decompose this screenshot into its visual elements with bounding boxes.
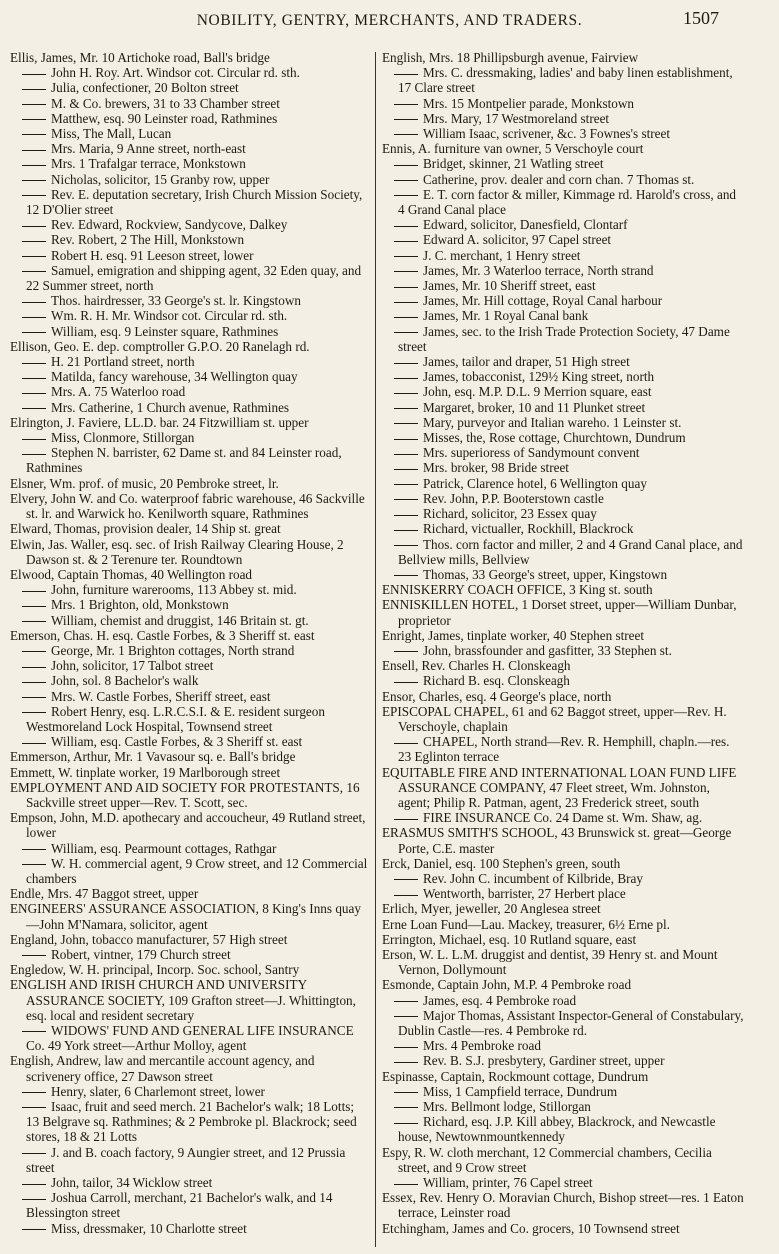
- directory-sub-entry: Samuel, emigration and shipping agent, 32 Eden quay, and 22 Summer street, north: [10, 263, 370, 293]
- directory-sub-entry: John, brassfounder and gasfitter, 33 Stephen st.: [382, 643, 744, 658]
- directory-sub-entry: Thomas, 33 George's street, upper, Kingstown: [382, 567, 744, 582]
- directory-sub-entry: Edward A. solicitor, 97 Capel street: [382, 232, 744, 247]
- directory-sub-entry: Mrs. A. 75 Waterloo road: [10, 384, 370, 399]
- directory-sub-entry: Stephen N. barrister, 62 Dame st. and 84 Leinster road, Rathmines: [10, 445, 370, 475]
- directory-sub-entry: Mrs. superioress of Sandymount convent: [382, 445, 744, 460]
- directory-sub-entry: J. and B. coach factory, 9 Aungier street, and 12 Prussia street: [10, 1145, 370, 1175]
- directory-entry: Elwood, Captain Thomas, 40 Wellington road: [10, 566, 253, 582]
- column-divider: [375, 52, 376, 1247]
- directory-sub-entry: Rev. B. S.J. presbytery, Gardiner street, upper: [382, 1053, 744, 1068]
- directory-sub-entry: J. C. merchant, 1 Henry street: [382, 248, 744, 263]
- directory-entry: EPISCOPAL CHAPEL, 61 and 62 Baggot street, upper—Rev. H. Verschoyle, chaplain: [382, 703, 727, 734]
- directory-sub-entry: James, tobacconist, 129½ King street, north: [382, 369, 744, 384]
- directory-entry: Emerson, Chas. H. esq. Castle Forbes, & 3 Sheriff st. east: [10, 627, 315, 643]
- directory-sub-entry: James, sec. to the Irish Trade Protection Society, 47 Dame street: [382, 324, 744, 354]
- directory-sub-entry: Misses, the, Rose cottage, Churchtown, Dundrum: [382, 430, 744, 445]
- directory-sub-entry: H. 21 Portland street, north: [10, 354, 370, 369]
- directory-sub-entry: Mrs. Mary, 17 Westmoreland street: [382, 111, 744, 126]
- directory-sub-entry: Edward, solicitor, Danesfield, Clontarf: [382, 217, 744, 232]
- directory-sub-entry: George, Mr. 1 Brighton cottages, North strand: [10, 643, 370, 658]
- directory-sub-entry: Wm. R. H. Mr. Windsor cot. Circular rd. sth.: [10, 308, 370, 323]
- directory-sub-entry: James, Mr. Hill cottage, Royal Canal harbour: [382, 293, 744, 308]
- directory-sub-entry: Miss, dressmaker, 10 Charlotte street: [10, 1221, 370, 1236]
- directory-entry: Engledow, W. H. principal, Incorp. Soc. school, Santry: [10, 962, 300, 978]
- directory-sub-entry: William Isaac, scrivener, &c. 3 Fownes's street: [382, 126, 744, 141]
- directory-sub-entry: Rev. Robert, 2 The Hill, Monkstown: [10, 232, 370, 247]
- directory-sub-entry: Richard, esq. J.P. Kill abbey, Blackrock, and Newcastle house, Newtownmountkennedy: [382, 1114, 744, 1144]
- directory-entry: Ellis, James, Mr. 10 Artichoke road, Ball's bridge: [10, 50, 270, 65]
- directory-sub-entry: Wentworth, barrister, 27 Herbert place: [382, 886, 744, 901]
- directory-sub-entry: Mrs. Maria, 9 Anne street, north-east: [10, 141, 370, 156]
- directory-entry: EQUITABLE FIRE AND INTERNATIONAL LOAN FUND LIFE ASSURANCE COMPANY, 47 Fleet street, Wm. Johnston, agent; Philip R. Patman, agent, 23 Frederick street, south: [382, 764, 737, 810]
- directory-sub-entry: Mrs. 1 Brighton, old, Monkstown: [10, 597, 370, 612]
- directory-sub-entry: Margaret, broker, 10 and 11 Plunket street: [382, 400, 744, 415]
- directory-sub-entry: Richard, victualler, Rockhill, Blackrock: [382, 521, 744, 536]
- directory-sub-entry: Mrs. Catherine, 1 Church avenue, Rathmines: [10, 400, 370, 415]
- directory-entry: Elwin, Jas. Waller, esq. sec. of Irish Railway Clearing House, 2 Dawson st. & 2 Terenure ter. Roundtown: [10, 536, 344, 567]
- directory-sub-entry: James, esq. 4 Pembroke road: [382, 993, 744, 1008]
- directory-sub-entry: James, Mr. 10 Sheriff street, east: [382, 278, 744, 293]
- directory-sub-entry: William, printer, 76 Capel street: [382, 1175, 744, 1190]
- directory-sub-entry: Patrick, Clarence hotel, 6 Wellington quay: [382, 476, 744, 491]
- directory-entry: EMPLOYMENT AND AID SOCIETY FOR PROTESTANTS, 16 Sackville street upper—Rev. T. Scott, sec.: [10, 779, 360, 810]
- directory-entry: Erson, W. L. L.M. druggist and dentist, 39 Henry st. and Mount Vernon, Dollymount: [382, 946, 718, 978]
- directory-sub-entry: James, Mr. 1 Royal Canal bank: [382, 308, 744, 323]
- directory-sub-entry: Richard B. esq. Clonskeagh: [382, 673, 744, 688]
- directory-sub-entry: Miss, 1 Campfield terrace, Dundrum: [382, 1084, 744, 1099]
- directory-sub-entry: James, Mr. 3 Waterloo terrace, North strand: [382, 263, 744, 278]
- directory-sub-entry: M. & Co. brewers, 31 to 33 Chamber street: [10, 96, 370, 111]
- directory-sub-entry: John, furniture warerooms, 113 Abbey st. mid.: [10, 582, 370, 597]
- directory-sub-entry: Mrs. W. Castle Forbes, Sheriff street, east: [10, 689, 370, 704]
- directory-entry: Espinasse, Captain, Rockmount cottage, Dundrum: [382, 1068, 649, 1084]
- directory-sub-entry: Rev. John, P.P. Booterstown castle: [382, 491, 744, 506]
- directory-sub-entry: Robert Henry, esq. L.R.C.S.I. & E. resident surgeon Westmoreland Lock Hospital, Townsend street: [10, 704, 370, 734]
- directory-sub-entry: Richard, solicitor, 23 Essex quay: [382, 506, 744, 521]
- directory-sub-entry: Mrs. 1 Trafalgar terrace, Monkstown: [10, 156, 370, 171]
- directory-entry: ERASMUS SMITH'S SCHOOL, 43 Brunswick st. great—George Porte, C.E. master: [382, 825, 732, 856]
- directory-sub-entry: John H. Roy. Art. Windsor cot. Circular rd. sth.: [10, 65, 370, 80]
- directory-sub-entry: Henry, slater, 6 Charlemont street, lower: [10, 1084, 370, 1099]
- directory-sub-entry: Nicholas, solicitor, 15 Granby row, upper: [10, 172, 370, 187]
- directory-entry: Essex, Rev. Henry O. Moravian Church, Bishop street—res. 1 Eaton terrace, Leinster road: [382, 1190, 744, 1221]
- directory-entry: ENNISKERRY COACH OFFICE, 3 King st. south: [382, 582, 653, 598]
- directory-sub-entry: Major Thomas, Assistant Inspector-General of Constabulary, Dublin Castle—res. 4 Pembroke rd.: [382, 1008, 744, 1038]
- directory-sub-entry: E. T. corn factor & miller, Kimmage rd. Harold's cross, and 4 Grand Canal place: [382, 187, 744, 217]
- directory-entry: Elward, Thomas, provision dealer, 14 Ship st. great: [10, 521, 281, 537]
- directory-entry: ENGINEERS' ASSURANCE ASSOCIATION, 8 King's Inns quay—John M'Namara, solicitor, agent: [10, 901, 361, 932]
- page-number: 1507: [683, 8, 719, 28]
- directory-sub-entry: Rev. E. deputation secretary, Irish Church Mission Society, 12 D'Olier street: [10, 187, 370, 217]
- directory-sub-entry: Miss, The Mall, Lucan: [10, 126, 370, 141]
- directory-sub-entry: Miss, Clonmore, Stillorgan: [10, 430, 370, 445]
- directory-sub-entry: William, esq. 9 Leinster square, Rathmines: [10, 324, 370, 339]
- directory-sub-entry: Thos. hairdresser, 33 George's st. lr. Kingstown: [10, 293, 370, 308]
- directory-entry: Elrington, J. Faviere, LL.D. bar. 24 Fitzwilliam st. upper: [10, 414, 309, 430]
- directory-sub-entry: John, esq. M.P. D.L. 9 Merrion square, east: [382, 384, 744, 399]
- directory-sub-entry: Catherine, prov. dealer and corn chan. 7 Thomas st.: [382, 172, 744, 187]
- directory-sub-entry: Mary, purveyor and Italian wareho. 1 Leinster st.: [382, 415, 744, 430]
- directory-sub-entry: Mrs. Bellmont lodge, Stillorgan: [382, 1099, 744, 1114]
- directory-sub-entry: Rev. John C. incumbent of Kilbride, Bray: [382, 871, 744, 886]
- directory-entry: ENNISKILLEN HOTEL, 1 Dorset street, upper—William Dunbar, proprietor: [382, 597, 737, 628]
- directory-sub-entry: Robert H. esq. 91 Leeson street, lower: [10, 248, 370, 263]
- left-column: [10, 50, 370, 1236]
- directory-entry: Enright, James, tinplate worker, 40 Stephen street: [382, 627, 645, 643]
- directory-entry: Ensell, Rev. Charles H. Clonskeagh: [382, 658, 571, 674]
- directory-sub-entry: Mrs. C. dressmaking, ladies' and baby linen establishment, 17 Clare street: [382, 65, 744, 95]
- directory-entry: Ennis, A. furniture van owner, 5 Verschoyle court: [382, 141, 644, 157]
- directory-sub-entry: Joshua Carroll, merchant, 21 Bachelor's walk, and 14 Blessington street: [10, 1190, 370, 1220]
- directory-entry: Emmerson, Arthur, Mr. 1 Vavasour sq. e. Ball's bridge: [10, 749, 296, 765]
- directory-entry: English, Andrew, law and mercantile account agency, and scrivenery office, 27 Dawson street: [10, 1053, 315, 1084]
- directory-sub-entry: CHAPEL, North strand—Rev. R. Hemphill, chapln.—res. 23 Eglinton terrace: [382, 734, 744, 764]
- directory-sub-entry: James, tailor and draper, 51 High street: [382, 354, 744, 369]
- directory-sub-entry: John, sol. 8 Bachelor's walk: [10, 673, 370, 688]
- directory-entry: Esmonde, Captain John, M.P. 4 Pembroke road: [382, 977, 632, 993]
- directory-sub-entry: W. H. commercial agent, 9 Crow street, and 12 Commercial chambers: [10, 856, 370, 886]
- directory-sub-entry: Mrs. 15 Montpelier parade, Monkstown: [382, 96, 744, 111]
- directory-entry: Elvery, John W. and Co. waterproof fabric warehouse, 46 Sackville st. lr. and Warwick ho. Kenilworth square, Rathmines: [10, 490, 365, 522]
- directory-entry: Erlich, Myer, jeweller, 20 Anglesea street: [382, 901, 601, 917]
- running-head: NOBILITY, GENTRY, MERCHANTS, AND TRADERS.: [196, 12, 583, 29]
- directory-entry: Etchingham, James and Co. grocers, 10 Townsend street: [382, 1220, 680, 1236]
- directory-sub-entry: John, tailor, 34 Wicklow street: [10, 1175, 370, 1190]
- directory-sub-entry: Thos. corn factor and miller, 2 and 4 Grand Canal place, and Bellview mills, Bellview: [382, 537, 744, 567]
- directory-sub-entry: Matilda, fancy warehouse, 34 Wellington quay: [10, 369, 370, 384]
- directory-entry: ENGLISH AND IRISH CHURCH AND UNIVERSITY ASSURANCE SOCIETY, 109 Grafton street—J. Whittington, esq. local and resident secretary: [10, 977, 356, 1023]
- directory-entry: English, Mrs. 18 Phillipsburgh avenue, Fairview: [382, 50, 639, 65]
- directory-entry: Erck, Daniel, esq. 100 Stephen's green, south: [382, 855, 621, 871]
- directory-entry: Espy, R. W. cloth merchant, 12 Commercial chambers, Cecilia street, and 9 Crow street: [382, 1144, 712, 1175]
- directory-sub-entry: Julia, confectioner, 20 Bolton street: [10, 80, 370, 95]
- directory-entry: England, John, tobacco manufacturer, 57 High street: [10, 931, 288, 947]
- directory-entry: Erne Loan Fund—Lau. Mackey, treasurer, 6½ Erne pl.: [382, 916, 670, 932]
- page-header: [0, 8, 779, 38]
- directory-entry: Ensor, Charles, esq. 4 George's place, north: [382, 688, 612, 704]
- directory-sub-entry: Isaac, fruit and seed merch. 21 Bachelor's walk; 18 Lotts; 13 Belgrave sq. Rathmines; & 2 Pembroke pl. Blackrock; seed stores, 18 & 21 Lotts: [10, 1099, 370, 1145]
- directory-sub-entry: John, solicitor, 17 Talbot street: [10, 658, 370, 673]
- directory-sub-entry: WIDOWS' FUND AND GENERAL LIFE INSURANCE Co. 49 York street—Arthur Molloy, agent: [10, 1023, 370, 1053]
- directory-entry: Empson, John, M.D. apothecary and accoucheur, 49 Rutland street, lower: [10, 810, 366, 841]
- directory-sub-entry: William, chemist and druggist, 146 Britain st. gt.: [10, 613, 370, 628]
- directory-sub-entry: William, esq. Pearmount cottages, Rathgar: [10, 841, 370, 856]
- directory-sub-entry: Mrs. 4 Pembroke road: [382, 1038, 744, 1053]
- directory-sub-entry: Robert, vintner, 179 Church street: [10, 947, 370, 962]
- directory-sub-entry: Matthew, esq. 90 Leinster road, Rathmines: [10, 111, 370, 126]
- directory-entry: Ellison, Geo. E. dep. comptroller G.P.O. 20 Ranelagh rd.: [10, 338, 310, 354]
- directory-sub-entry: Bridget, skinner, 21 Watling street: [382, 156, 744, 171]
- directory-entry: Emmett, W. tinplate worker, 19 Marlborough street: [10, 764, 281, 780]
- right-column: [382, 50, 744, 1236]
- directory-sub-entry: William, esq. Castle Forbes, & 3 Sheriff st. east: [10, 734, 370, 749]
- directory-sub-entry: Mrs. broker, 98 Bride street: [382, 460, 744, 475]
- directory-sub-entry: Rev. Edward, Rockview, Sandycove, Dalkey: [10, 217, 370, 232]
- directory-sub-entry: FIRE INSURANCE Co. 24 Dame st. Wm. Shaw, ag.: [382, 810, 744, 825]
- directory-entry: Errington, Michael, esq. 10 Rutland square, east: [382, 931, 637, 947]
- directory-entry: Endle, Mrs. 47 Baggot street, upper: [10, 886, 199, 902]
- directory-entry: Elsner, Wm. prof. of music, 20 Pembroke street, lr.: [10, 475, 279, 491]
